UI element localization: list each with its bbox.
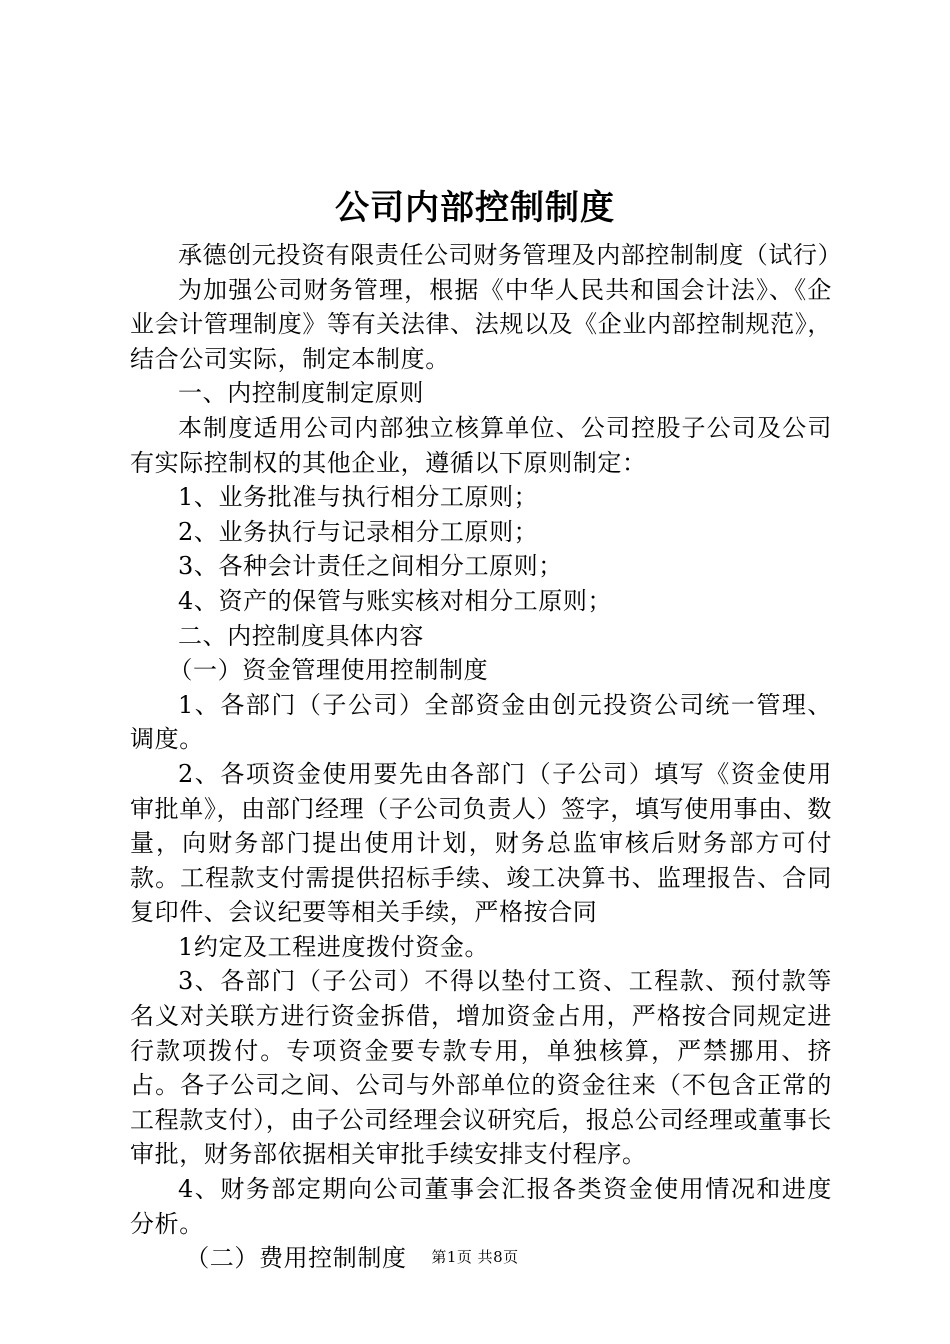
paragraph-scope: 本制度适用公司内部独立核算单位、公司控股子公司及公司有实际控制权的其他企业，遵循以下原则制定： <box>130 413 832 477</box>
list-item-principle-4: 4、资产的保管与账实核对相分工原则； <box>178 586 613 615</box>
paragraph-intro: 为加强公司财务管理，根据《中华人民共和国会计法》、《企业会计管理制度》等有关法律、法规以及《企业内部控制规范》，结合公司实际，制定本制度。 <box>130 275 832 373</box>
list-item-principle-1: 1、业务批准与执行相分工原则； <box>178 483 539 512</box>
paragraph-funds-1: 1、各部门（子公司）全部资金由创元投资公司统一管理、调度。 <box>130 690 832 754</box>
paragraph-funds-3: 3、各部门（子公司）不得以垫付工资、工程款、预付款等名义对关联方进行资金拆借，增加资金占用，严格按合同规定进行款项拨付。专项资金要专款专用，单独核算，严禁挪用、挤占。各子公司之间、公司与外部单位的资金往来（不包含正常的工程款支付），由子公司经理会议研究后，报总公司经理或董事长审批，财务部依据相关审批手续安排支付程序。 <box>130 967 832 1169</box>
document-title: 公司内部控制制度 <box>335 188 615 228</box>
subsection-heading-expenses: （二）费用控制制度 <box>185 1244 407 1273</box>
subsection-heading-funds: （一）资金管理使用控制制度 <box>168 656 489 685</box>
paragraph-funds-2-continued: 1约定及工程进度拨付资金。 <box>178 932 490 961</box>
page-indicator: 第1页 共8页 <box>431 1248 519 1266</box>
list-item-principle-2: 2、业务执行与记录相分工原则； <box>178 517 539 546</box>
document-body <box>130 238 843 1276</box>
section-heading-contents: 二、内控制度具体内容 <box>178 621 424 650</box>
section-heading-principles: 一、内控制度制定原则 <box>178 379 424 408</box>
paragraph-funds-2: 2、各项资金使用要先由各部门（子公司）填写《资金使用审批单》，由部门经理（子公司负责人）签字，填写使用事由、数量，向财务部门提出使用计划，财务总监审核后财务部方可付款。工程款支付需提供招标手续、竣工决算书、监理报告、合同复印件、会议纪要等相关手续，严格按合同 <box>130 759 832 927</box>
paragraph-subtitle: 承德创元投资有限责任公司财务管理及内部控制制度（试行） <box>178 241 843 269</box>
paragraph-funds-4: 4、财务部定期向公司董事会汇报各类资金使用情况和进度分析。 <box>130 1175 832 1238</box>
list-item-principle-3: 3、各种会计责任之间相分工原则； <box>178 552 563 581</box>
